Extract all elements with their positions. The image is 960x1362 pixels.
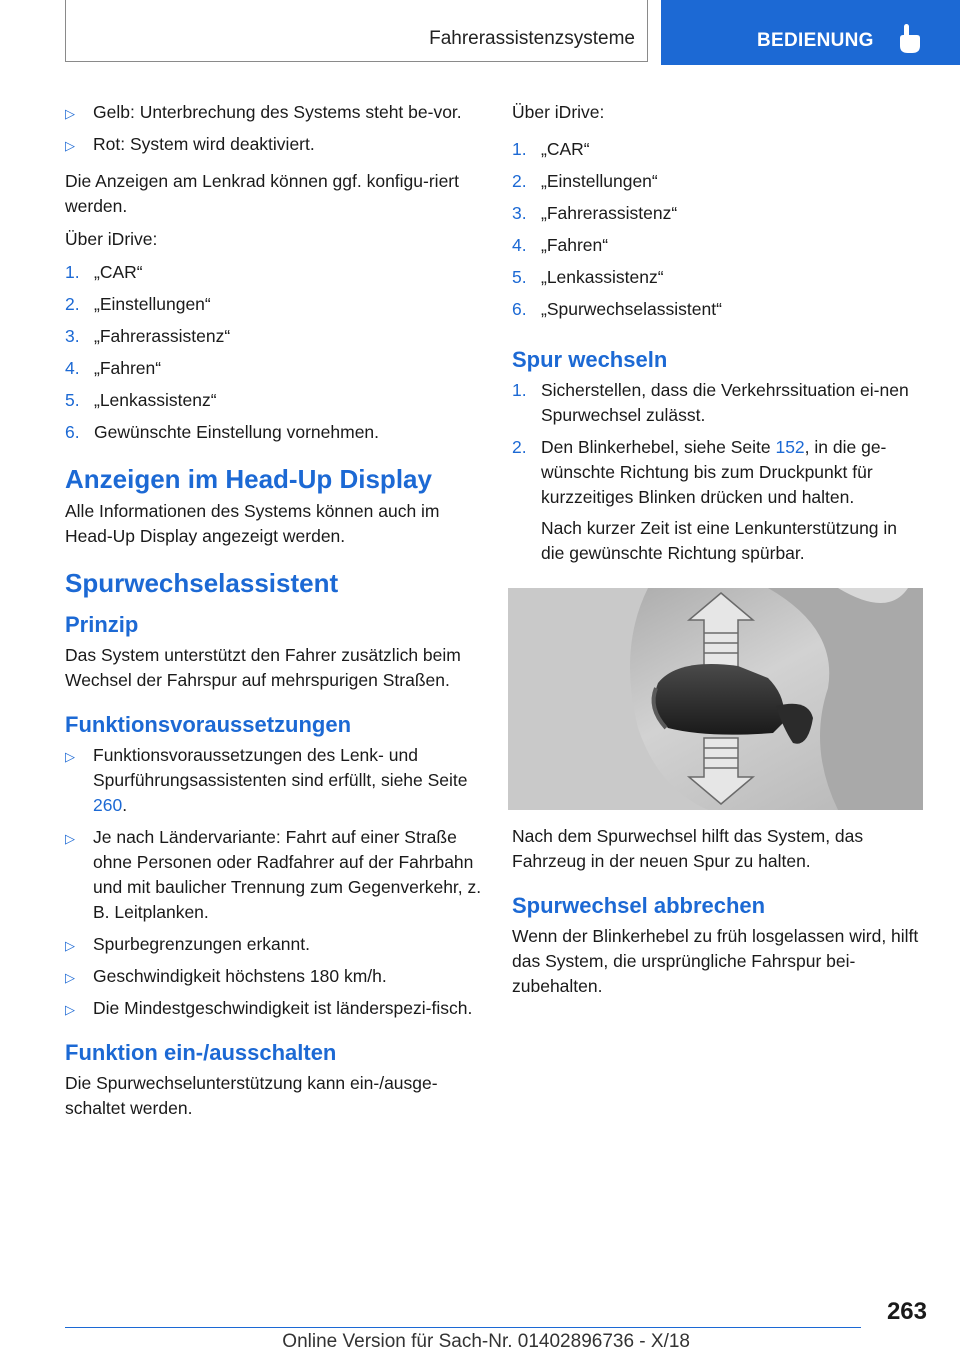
triangle-bullet-icon: ▷ <box>65 831 75 846</box>
list-item: 2. Den Blinkerhebel, siehe Seite 152, in die ge-wünschte Richtung bis zum Druckpunkt für kurzzeitiges Blinken drücken und halten. Nach kurzer Zeit ist eine Lenkunterstützung in die gewünschte Richtung spürbar. <box>512 435 924 566</box>
list-item: 1. „CAR“ <box>65 262 143 282</box>
turn-signal-lever-illustration <box>508 588 923 810</box>
paragraph: Wenn der Blinkerhebel zu früh losgelassen wird, hilft das System, die ursprüngliche Fahrspur bei-zubehalten. <box>512 926 919 996</box>
heading-requirements: Funktionsvoraussetzungen <box>65 712 352 737</box>
header-chapter-tab[interactable] <box>661 0 960 65</box>
heading-on-off: Funktion ein-/ausschalten <box>65 1040 337 1065</box>
footer-divider <box>65 1327 861 1328</box>
triangle-bullet-icon: ▷ <box>65 970 75 985</box>
triangle-bullet-icon: ▷ <box>65 938 75 953</box>
footer-online-version: Online Version für Sach-Nr. 01402896736 - X/18 <box>282 1331 690 1352</box>
left-column <box>65 100 485 1129</box>
list-item: ▷ Spurbegrenzungen erkannt. <box>65 932 485 957</box>
right-column <box>512 100 924 1007</box>
heading-principle: Prinzip <box>65 612 139 637</box>
heading-lane-change-assistant: Spurwechselassistent <box>65 568 339 598</box>
list-item: 6. Gewünschte Einstellung vornehmen. <box>65 422 380 442</box>
list-item: 1. Sicherstellen, dass die Verkehrssituation ei-nen Spurwechsel zulässt. <box>512 380 909 425</box>
header-chapter-label: BEDIENUNG <box>757 30 874 51</box>
page-link-152[interactable]: 152 <box>775 437 805 457</box>
pointing-hand-icon <box>897 24 921 59</box>
list-item: 5. „Lenkassistenz“ <box>512 267 664 287</box>
paragraph: Die Anzeigen am Lenkrad können ggf. konfigu-riert werden. <box>65 171 459 216</box>
paragraph: Nach dem Spurwechsel hilft das System, das Fahrzeug in der neuen Spur zu halten. <box>512 826 864 871</box>
list-item: 2. „Einstellungen“ <box>512 171 658 191</box>
heading-change-lane: Spur wechseln <box>512 347 668 372</box>
idrive-label: Über iDrive: <box>512 102 605 122</box>
list-item: ▷ Je nach Ländervariante: Fahrt auf einer Straße ohne Personen oder Radfahrer auf der Fahrbahn und mit baulicher Trennung zum Gegenverkehr, z. B. Leitplanken. <box>65 827 482 922</box>
list-item: 1. „CAR“ <box>512 139 590 159</box>
list-item: ▷ Funktionsvoraussetzungen des Lenk- und Spurführungsassistenten sind erfüllt, siehe Seite 260. <box>65 745 468 815</box>
paragraph: Die Spurwechselunterstützung kann ein-/ausge-schaltet werden. <box>65 1073 438 1118</box>
list-item: 3. „Fahrerassistenz“ <box>65 326 231 346</box>
list-item: 4. „Fahren“ <box>65 358 162 378</box>
list-item: 2. „Einstellungen“ <box>65 294 211 314</box>
list-item: 3. „Fahrerassistenz“ <box>512 203 678 223</box>
header-section-title: Fahrerassistenzsysteme <box>429 28 635 49</box>
triangle-bullet-icon: ▷ <box>65 106 75 121</box>
list-item: ▷ Rot: System wird deaktiviert. <box>65 132 485 157</box>
page-link-260[interactable]: 260 <box>93 795 123 815</box>
triangle-bullet-icon: ▷ <box>65 749 75 764</box>
list-item: 5. „Lenkassistenz“ <box>65 390 217 410</box>
list-item: ▷ Geschwindigkeit höchstens 180 km/h. <box>65 964 485 989</box>
heading-abort-lane-change: Spurwechsel abbrechen <box>512 893 766 918</box>
list-item: 4. „Fahren“ <box>512 235 609 255</box>
heading-hud: Anzeigen im Head-Up Display <box>65 464 432 494</box>
idrive-label: Über iDrive: <box>65 229 158 249</box>
list-item: ▷ Gelb: Unterbrechung des Systems steht be-vor. <box>65 100 485 125</box>
triangle-bullet-icon: ▷ <box>65 1002 75 1017</box>
paragraph: Alle Informationen des Systems können auch im Head-Up Display angezeigt werden. <box>65 501 440 546</box>
triangle-bullet-icon: ▷ <box>65 138 75 153</box>
sub-paragraph: Nach kurzer Zeit ist eine Lenkunterstützung in die gewünschte Richtung spürbar. <box>541 518 898 563</box>
list-item: ▷ Die Mindestgeschwindigkeit ist länderspezi-fisch. <box>65 996 485 1021</box>
list-item: 6. „Spurwechselassistent“ <box>512 299 722 319</box>
paragraph: Das System unterstützt den Fahrer zusätzlich beim Wechsel der Fahrspur auf mehrspurigen Straßen. <box>65 645 461 690</box>
page-number: 263 <box>886 1298 927 1325</box>
